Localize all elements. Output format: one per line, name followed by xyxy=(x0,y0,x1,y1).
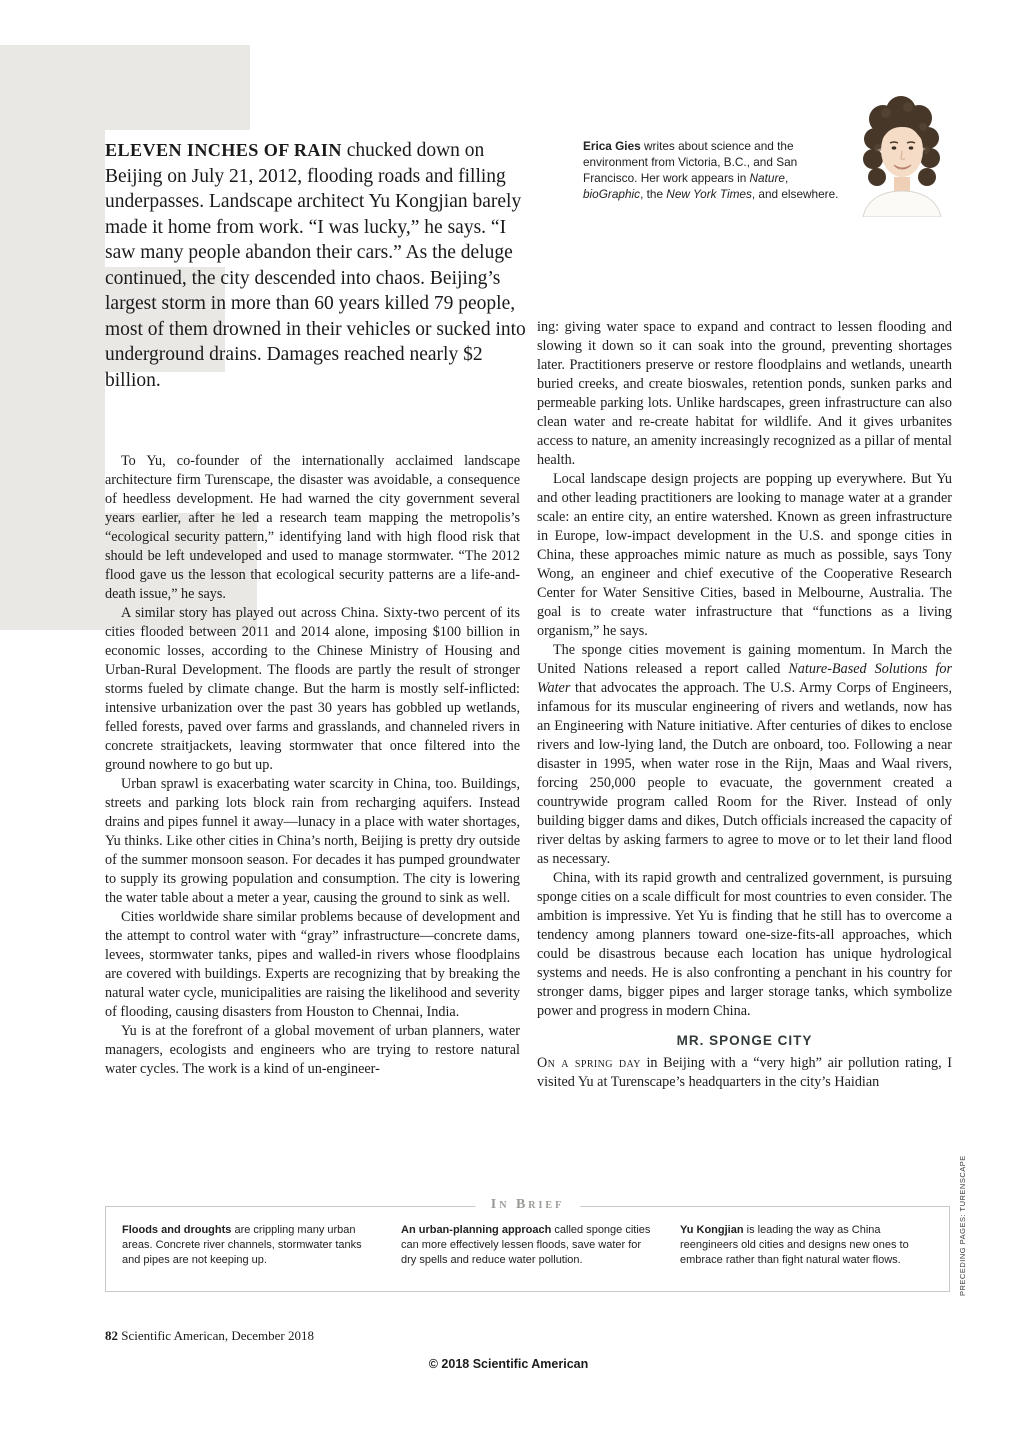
in-brief-box xyxy=(105,1197,950,1292)
paragraph: China, with its rapid growth and centralized government, is pursuing sponge cities on a scale difficult for most countries to even consider. The ambition is impressive. Yet Yu is finding that he still has to overcome a tendency among planners toward one-size-fits-all approaches, which could be disastrous because each location has unique hydrological systems and needs. He is also confronting a penchant in his country for stronger dams, bigger pipes and larger storage tanks, which symbolize power and progress in modern China. xyxy=(537,870,952,1019)
shirt xyxy=(863,191,941,217)
paragraph: Yu is at the forefront of a global movement of urban planners, water managers, ecologists and engineers who are trying to restore natural water cycles. The work is a kind of un-engineer- xyxy=(105,1023,520,1077)
footer-copyright: © 2018 Scientific American xyxy=(428,1357,589,1371)
right-column xyxy=(537,318,952,1092)
in-brief-item: Yu Kongjian is leading the way as China reengineers old cities and designs new ones to embrace rather than fight natural water flows. xyxy=(680,1224,909,1266)
paragraph: A similar story has played out across China. Sixty-two percent of its cities flooded between 2011 and 2014 alone, imposing $100 billion in economic losses, according to the Chinese Ministry of Housing and Urban-Rural Development. The floods are partly the result of stronger storms fueled by climate change. But the harm is mostly self-inflicted: intensive urbanization over the past 30 years has gobbled up wetlands, felled forests, paved over farms and grasslands, and channeled rivers in concrete straitjackets, leaving stormwater that once filtered into the ground nowhere to go but up. xyxy=(105,605,520,773)
paragraph: MR. SPONGE CITY xyxy=(676,1033,813,1048)
paragraph: The sponge cities movement is gaining momentum. In March the United Nations released a report called Nature-Based Solutions for Water that advocates the approach. The U.S. Army Corps of Engineers, infamous for its muscular engineering of rivers and wetlands, now has an Engineering with Nature initiative. After centuries of dikes to enclose rivers and low-lying land, the Dutch are onboard, too. Following a near disaster in 1995, when water rose in the Rijn, Maas and Waal rivers, forcing 250,000 people to evacuate, the government created a countrywide program called Room for the River. Instead of only building bigger dams and dikes, Dutch officials increased the capacity of river deltas by asking farmers to agree to move or to let their land flood as necessary. xyxy=(537,642,952,867)
author-bio-text: Erica Gies writes about science and the environment from Victoria, B.C., and San Francisco. Her work appears in Nature, bioGraphic, the New York Times, and elsewhere. xyxy=(583,139,839,201)
in-brief-items xyxy=(106,1207,949,1267)
paragraph: Urban sprawl is exacerbating water scarcity in China, too. Buildings, streets and parking lots block rain from recharging aquifers. Instead drains and pipes funnel it away—lunacy in a place with water shortages, Yu thinks. Like other cities in China’s north, Beijing is pretty dry outside of the summer monsoon season. For decades it has pumped groundwater to supply its growing population and consumption. The city is lowering the water table about a meter a year, causing the ground to sink as well. xyxy=(105,776,520,906)
in-brief-item: An urban-planning approach called sponge cities can more effectively lessen floods, save water for dry spells and reduce water pollution. xyxy=(401,1224,651,1266)
lede-paragraph-block xyxy=(105,138,530,393)
lede-paragraph: ELEVEN INCHES OF RAIN chucked down on Beijing on July 21, 2012, flooding roads and filling underpasses. Landscape architect Yu Kongjian barely made it home from work. “I was lucky,” he says. “I saw many people abandon their cars.” As the deluge continued, the city descended into chaos. Beijing’s largest storm in more than 60 years killed 79 people, most of them drowned in their vehicles or sucked into underground drains. Damages reached nearly $2 billion. xyxy=(105,140,526,391)
paragraph: To Yu, co-founder of the internationally acclaimed landscape architecture firm Turenscape, the disaster was avoidable, a consequence of heedless development. He had warned the city government several years earlier, after he led a research team mapping the metropolis’s “ecological security pattern,” identifying land with high flood risk that should be left undeveloped and used to manage stormwater. “The 2012 flood gave us the lesson that ecological security patterns are a life-and-death issue,” he says. xyxy=(105,453,520,602)
background-shape-top xyxy=(0,45,250,130)
paragraph: Cities worldwide share similar problems because of development and the attempt to control water with “gray” infrastructure—concrete dams, levees, stormwater tanks, pipes and walled-in rivers whose floodplains are covered with buildings. Experts are recognizing that by breaking the natural water cycle, municipalities are raising the likelihood and severity of flooding, causing disasters from Houston to Chennai, India. xyxy=(105,909,520,1020)
in-brief-label: In Brief xyxy=(475,1197,580,1213)
paragraph: ing: giving water space to expand and contract to lessen flooding and slowing it down so it can soak into the ground, preventing shortages later. Practitioners preserve or restore floodplains and wetlands, unearth buried creeks, and create bioswales, retention ponds, sunken parks and permeable parking lots. Unlike hardscapes, green infrastructure can also clean water and re-create habitat for wildlife. And it gives urbanites access to nature, an amenity increasingly recognized as a pillar of mental health. xyxy=(537,319,952,468)
author-bio xyxy=(583,138,848,202)
paragraph: Local landscape design projects are popping up everywhere. But Yu and other leading practitioners are looking to manage water at a grander scale: an entire city, an entire watershed. Known as green infrastructure in Europe, low-impact development in the U.S. and sponge cities in China, these approaches mimic nature as much as possible, says Tony Wong, an engineer and chief executive of the Cooperative Research Center for Water Sensitive Cities, based in Melbourne, Australia. The goal is to create water infrastructure that “functions as a living organism,” he says. xyxy=(537,471,952,639)
left-column xyxy=(105,452,520,1079)
paragraph: On a spring day in Beijing with a “very high” air pollution rating, I visited Yu at Turenscape’s headquarters in the city’s Haidian xyxy=(537,1055,952,1090)
photo-credit-vertical: PRECEDING PAGES: TURENSCAPE xyxy=(958,1155,967,1296)
author-portrait-illustration xyxy=(853,93,951,217)
background-shape-left-strip xyxy=(0,130,105,630)
in-brief-item: Floods and droughts are crippling many urban areas. Concrete river channels, stormwater tanks and pipes are not keeping up. xyxy=(122,1224,362,1266)
footer-folio: 82 Scientific American, December 2018 xyxy=(105,1328,315,1343)
